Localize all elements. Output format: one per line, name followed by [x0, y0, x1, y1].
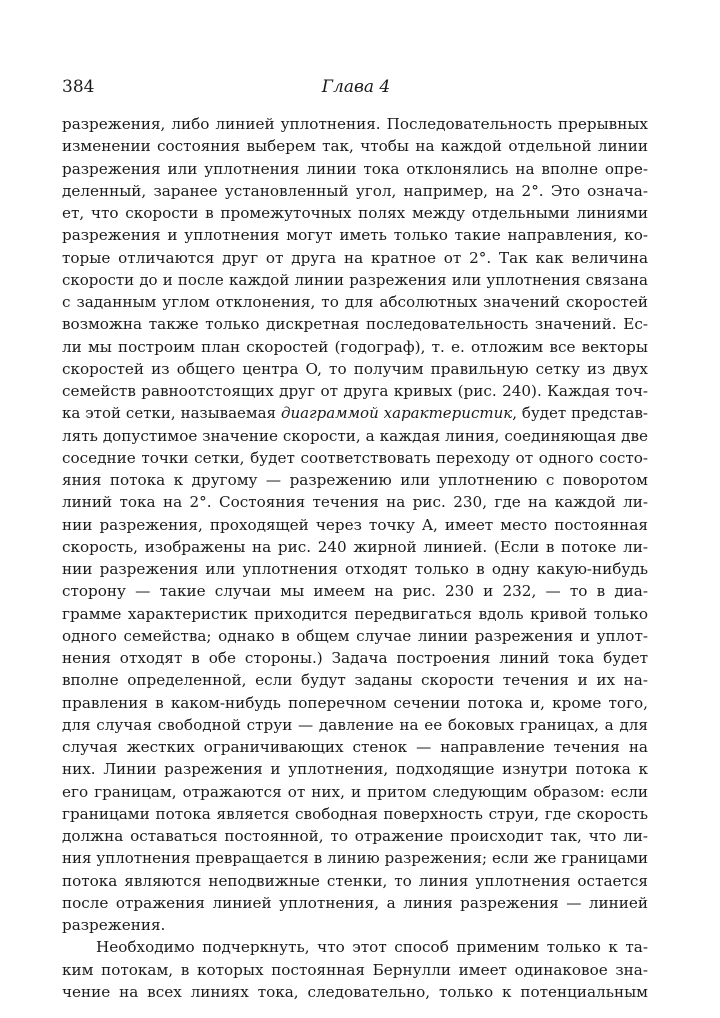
- text-line: правления в каком-нибудь поперечном сечении потока и, кроме того,: [62, 693, 648, 712]
- text-line: нии разрежения или уплотнения отходят только в одну какую-нибудь: [62, 560, 648, 578]
- text-line: случая жестких ограничивающих стенок — направление течения на: [62, 738, 648, 756]
- text-line: грамме характеристик приходится передвигаться вдоль кривой только: [62, 604, 648, 623]
- text-line: ким потокам, в которых постоянная Бернулли имеет одинаковое зна-: [62, 960, 648, 979]
- paragraph-end-line: разрежения.: [62, 916, 166, 934]
- page-number: 384: [62, 77, 95, 97]
- text-line: разрежения и уплотнения могут иметь только такие направления, ко-: [62, 226, 648, 245]
- text-line: нии разрежения, проходящей через точку A, имеет место постоянная: [62, 515, 648, 534]
- text-line: возможна также только дискретная последовательность значений. Ес-: [62, 315, 648, 334]
- text-line: яния потока к другому — разрежению или уплотнению с поворотом: [62, 471, 648, 489]
- text-line: скорости до и после каждой линии разрежения или уплотнения связана: [62, 270, 648, 289]
- text-line: ли мы построим план скоростей (годограф), т. е. отложим все векторы: [62, 337, 648, 356]
- body-text: [62, 113, 648, 1003]
- text-line: чение на всех линиях тока, следовательно, только к потенциальным: [62, 982, 648, 1001]
- paragraph-first-line: Необходимо подчеркнуть, что этот способ применим только к та-: [96, 938, 648, 957]
- italic-term: диаграммой характеристик: [280, 404, 513, 423]
- text-segment: ка этой сетки, называемая: [62, 404, 281, 423]
- text-line: потока являются неподвижные стенки, то линия уплотнения остается: [62, 871, 648, 890]
- text-line: вполне определенной, если будут заданы скорости течения и их на-: [62, 671, 648, 690]
- text-line: его границам, отражаются от них, и притом следующим образом: если: [62, 782, 648, 801]
- text-line: лять допустимое значение скорости, а каждая линия, соединяющая две: [62, 426, 648, 445]
- text-line: после отражения линией уплотнения, а линия разрежения — линией: [62, 893, 648, 912]
- text-line: ет, что скорости в промежуточных полях между отдельными линиями: [62, 204, 648, 222]
- chapter-title: Глава 4: [321, 77, 391, 97]
- page-header: [62, 75, 650, 99]
- text-line: линий тока на 2°. Состояния течения на рис. 230, где на каждой ли-: [62, 493, 648, 512]
- text-line: семейств равноотстоящих друг от друга кривых (рис. 240). Каждая точ-: [62, 382, 648, 400]
- text-line: границами потока является свободная поверхность струи, где скорость: [62, 804, 648, 823]
- text-line: разрежения, либо линией уплотнения. Последовательность прерывных: [62, 115, 648, 133]
- text-line: деленный, заранее установленный угол, например, на 2°. Это означа-: [62, 181, 648, 200]
- text-line: для случая свободной струи — давление на ее боковых границах, а для: [62, 715, 648, 734]
- text-line: одного семейства; однако в общем случае линии разрежения и уплот-: [62, 626, 648, 645]
- text-line: соседние точки сетки, будет соответствовать переходу от одного состо-: [62, 448, 648, 467]
- text-line: сторону — такие случаи мы имеем на рис. 230 и 232, — то в диа-: [62, 582, 648, 601]
- text-line: нения отходят в обе стороны.) Задача построения линий тока будет: [62, 649, 648, 667]
- text-line: скорость, изображены на рис. 240 жирной линией. (Если в потоке ли-: [62, 537, 648, 556]
- text-line: ния уплотнения превращается в линию разрежения; если же границами: [62, 849, 648, 868]
- text-segment: , будет представ-: [512, 404, 648, 423]
- text-line: них. Линии разрежения и уплотнения, подходящие изнутри потока к: [62, 760, 648, 779]
- text-line: скоростей из общего центра O, то получим правильную сетку из двух: [62, 359, 648, 378]
- text-line: разрежения или уплотнения линии тока отклонялись на вполне опре-: [62, 159, 648, 178]
- text-line: торые отличаются друг от друга на кратное от 2°. Так как величина: [62, 248, 648, 267]
- text-line: изменении состояния выберем так, чтобы на каждой отдельной линии: [62, 137, 648, 156]
- text-line-with-italic: [62, 402, 648, 424]
- text-line: с заданным углом отклонения, то для абсолютных значений скоростей: [62, 293, 648, 311]
- text-line: должна оставаться постоянной, то отражение происходит так, что ли-: [62, 827, 648, 845]
